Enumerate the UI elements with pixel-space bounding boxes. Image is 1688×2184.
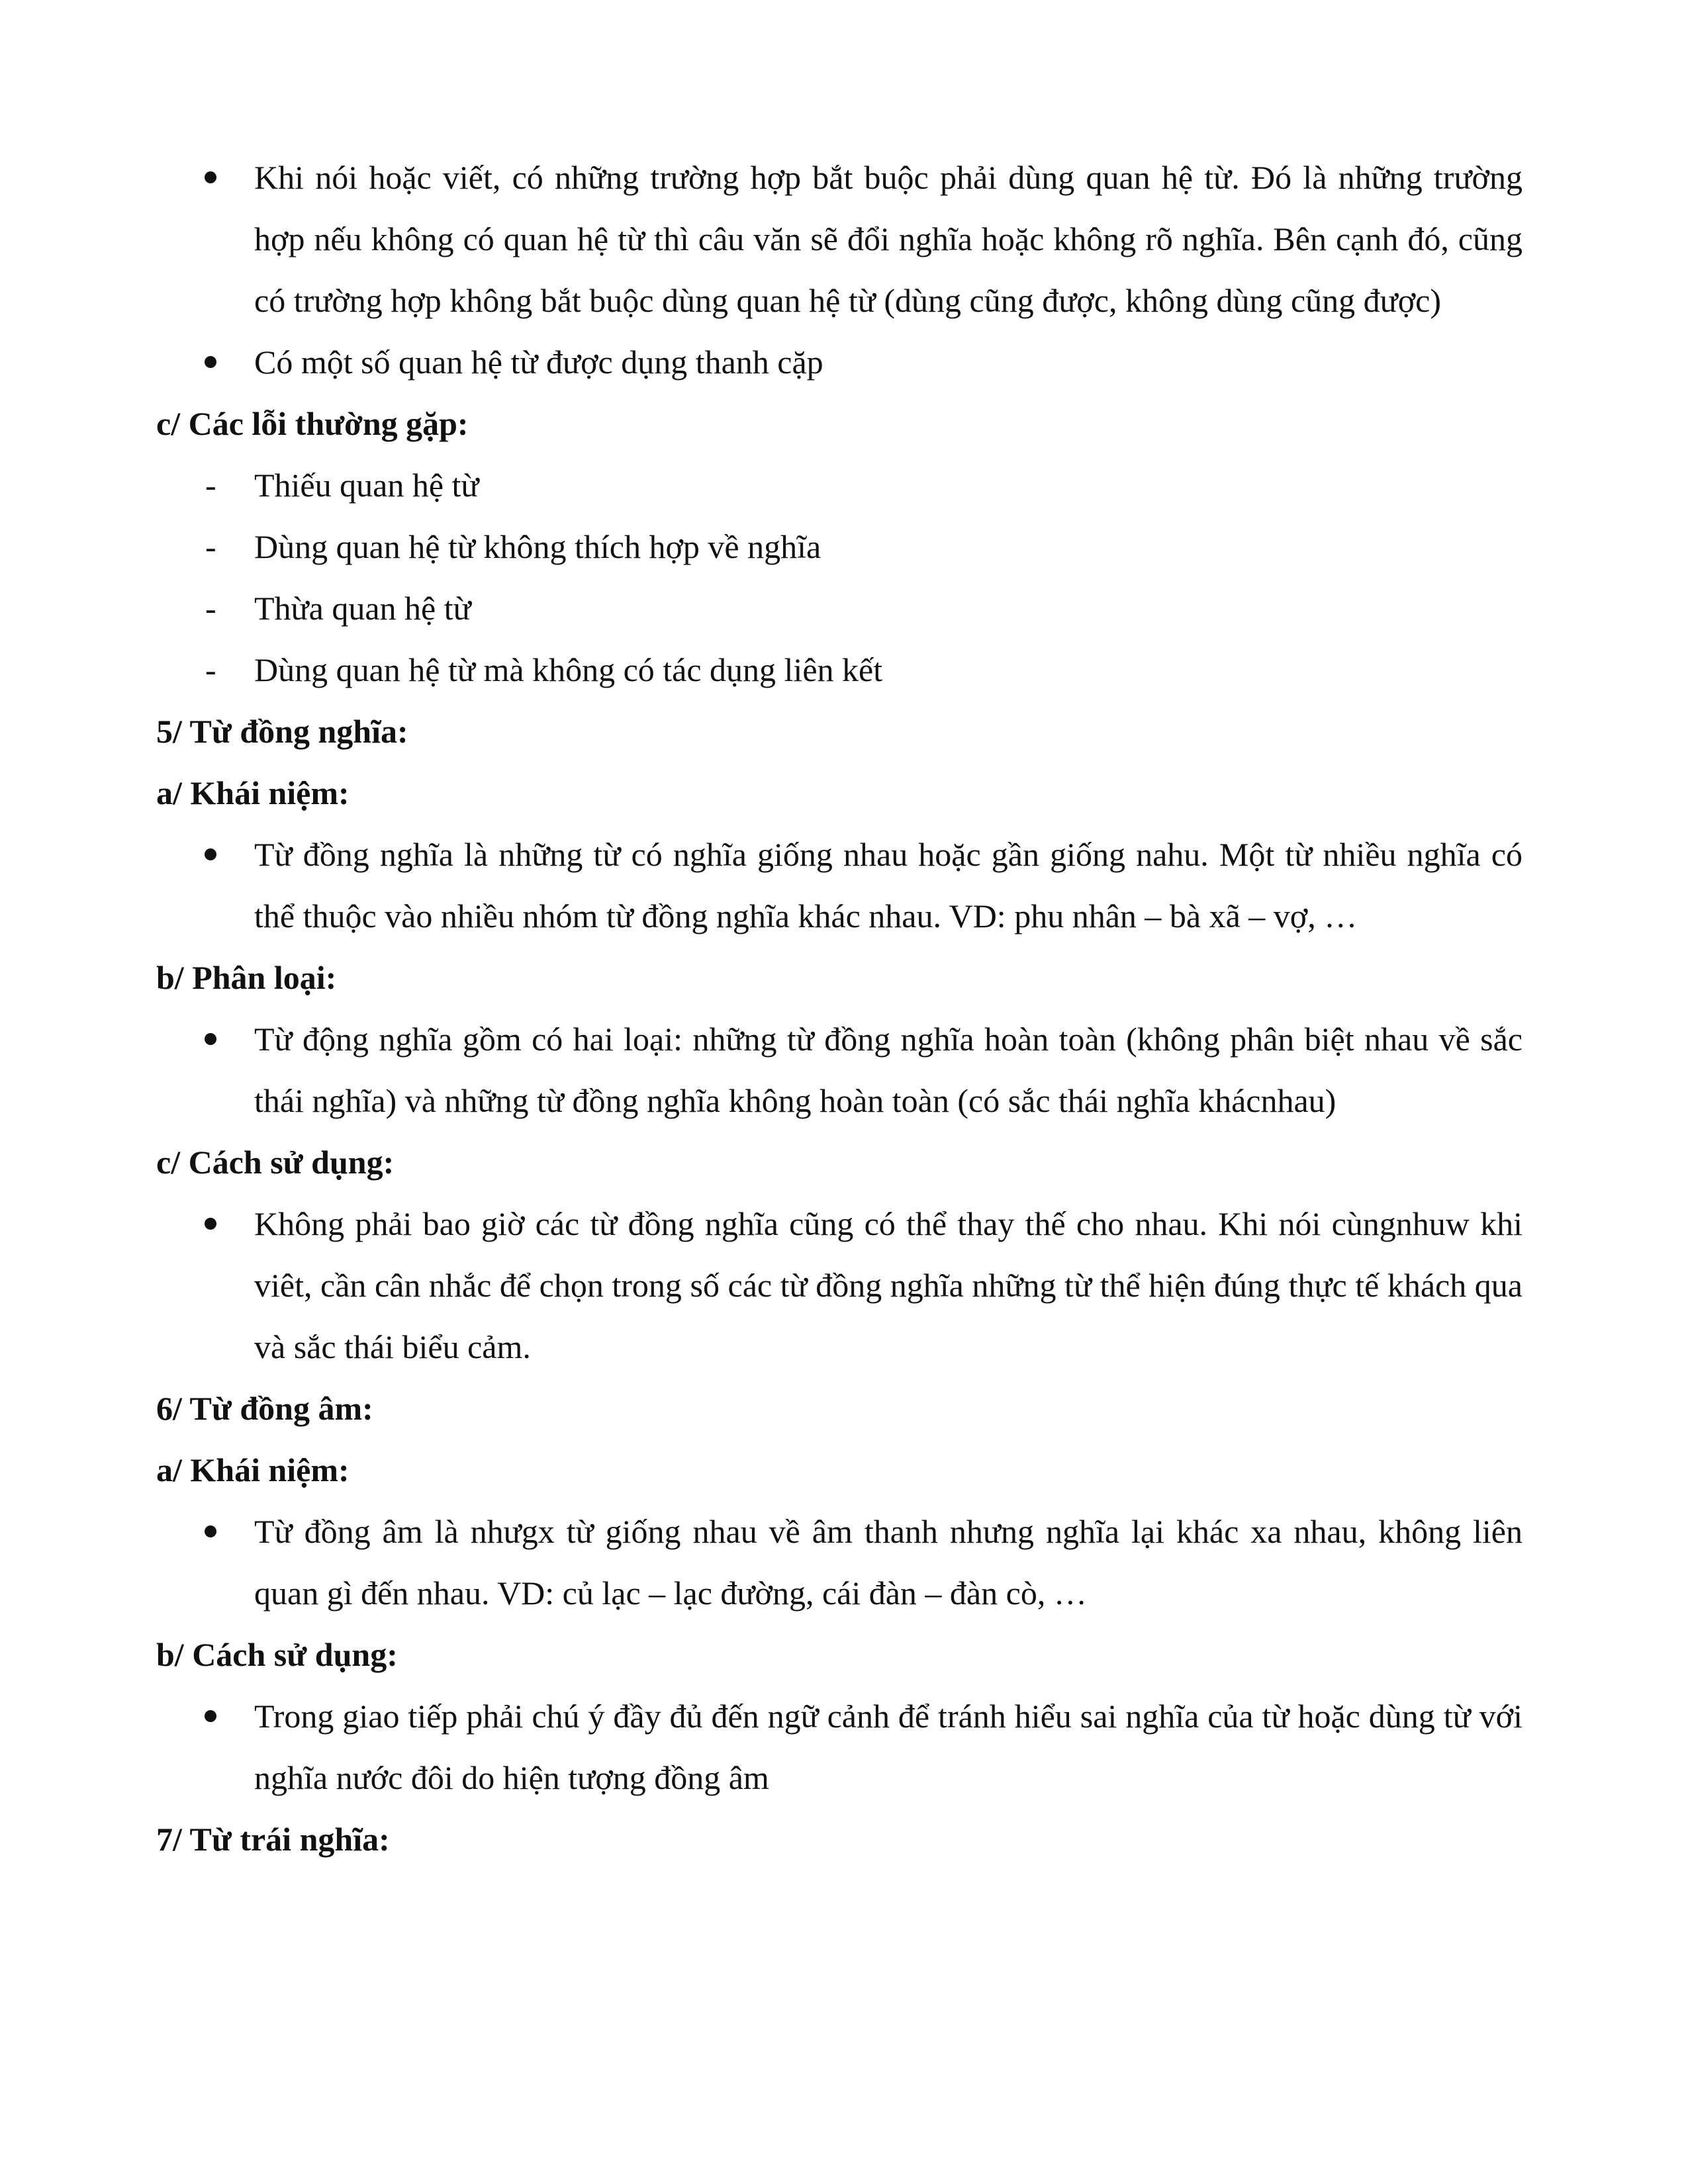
bullet-text: Từ đồng âm là nhưgx từ giống nhau về âm thanh nhưng nghĩa lại khác xa nhau, không liên quan gì đến nhau. VD: củ lạc – lạc đường, cái đàn – đàn cò, …	[254, 1513, 1523, 1612]
dash-text: Thiếu quan hệ từ	[254, 467, 479, 504]
document-body	[156, 147, 1523, 1870]
dash-marker: -	[205, 528, 216, 565]
bullet-item	[156, 332, 1523, 393]
dash-text: Dùng quan hệ từ không thích hợp về nghĩa	[254, 528, 821, 565]
section-heading: 6/ Từ đồng âm:	[156, 1390, 373, 1427]
dash-marker: -	[205, 590, 216, 627]
bullet-item	[156, 1009, 1523, 1132]
section-heading: 5/ Từ đồng nghĩa:	[156, 713, 408, 750]
bullet-icon	[205, 1033, 216, 1045]
dash-text: Thừa quan hệ từ	[254, 590, 471, 627]
bullet-icon	[205, 1218, 216, 1230]
subsection-heading: b/ Cách sử dụng:	[156, 1636, 398, 1673]
dash-marker: -	[205, 467, 216, 504]
bullet-text: Khi nói hoặc viết, có những trường hợp bắt buộc phải dùng quan hệ từ. Đó là những trường hợp nếu không có quan hệ từ thì câu văn sẽ đổi nghĩa hoặc không rõ nghĩa. Bên cạnh đó, cũng có trường hợp không bắt buộc dùng quan hệ từ (dùng cũng được, không dùng cũng được)	[254, 159, 1523, 319]
subsection-heading: a/ Khái niệm:	[156, 774, 350, 811]
bullet-item	[156, 147, 1523, 332]
bullet-item	[156, 1193, 1523, 1378]
bullet-item	[156, 1501, 1523, 1624]
bullet-icon	[205, 1710, 216, 1722]
bullet-icon	[205, 1525, 216, 1537]
dash-item	[156, 455, 1523, 516]
bullet-item	[156, 824, 1523, 947]
bullet-icon	[205, 171, 216, 183]
subsection-heading: c/ Cách sử dụng:	[156, 1144, 395, 1181]
bullet-text: Không phải bao giờ các từ đồng nghĩa cũng có thể thay thế cho nhau. Khi nói cùngnhuw khi viêt, cần cân nhắc để chọn trong số các từ đồng nghĩa những từ thể hiện đúng thực tế khách qua và sắc thái biểu cảm.	[254, 1205, 1523, 1365]
section-heading: 7/ Từ trái nghĩa:	[156, 1821, 390, 1858]
bullet-icon	[205, 356, 216, 368]
dash-marker: -	[205, 651, 216, 688]
dash-item	[156, 639, 1523, 701]
bullet-icon	[205, 848, 216, 860]
bullet-text: Từ đồng nghĩa là những từ có nghĩa giống nhau hoặc gần giống nahu. Một từ nhiều nghĩa có thể thuộc vào nhiều nhóm từ đồng nghĩa khác nhau. VD: phu nhân – bà xã – vợ, …	[254, 836, 1523, 934]
dash-text: Dùng quan hệ từ mà không có tác dụng liên kết	[254, 651, 883, 688]
bullet-text: Từ động nghĩa gồm có hai loại: những từ đồng nghĩa hoàn toàn (không phân biệt nhau về sắc thái nghĩa) và những từ đồng nghĩa không hoàn toàn (có sắc thái nghĩa khácnhau)	[254, 1021, 1523, 1119]
section-heading: c/ Các lỗi thường gặp:	[156, 405, 469, 442]
bullet-text: Có một số quan hệ từ được dụng thanh cặp	[254, 343, 823, 381]
dash-item	[156, 516, 1523, 578]
subsection-heading: a/ Khái niệm:	[156, 1451, 350, 1488]
dash-item	[156, 578, 1523, 639]
bullet-item	[156, 1686, 1523, 1809]
subsection-heading: b/ Phân loại:	[156, 959, 337, 996]
bullet-text: Trong giao tiếp phải chú ý đầy đủ đến ngữ cảnh để tránh hiểu sai nghĩa của từ hoặc dùng từ với nghĩa nước đôi do hiện tượng đồng âm	[254, 1698, 1523, 1796]
